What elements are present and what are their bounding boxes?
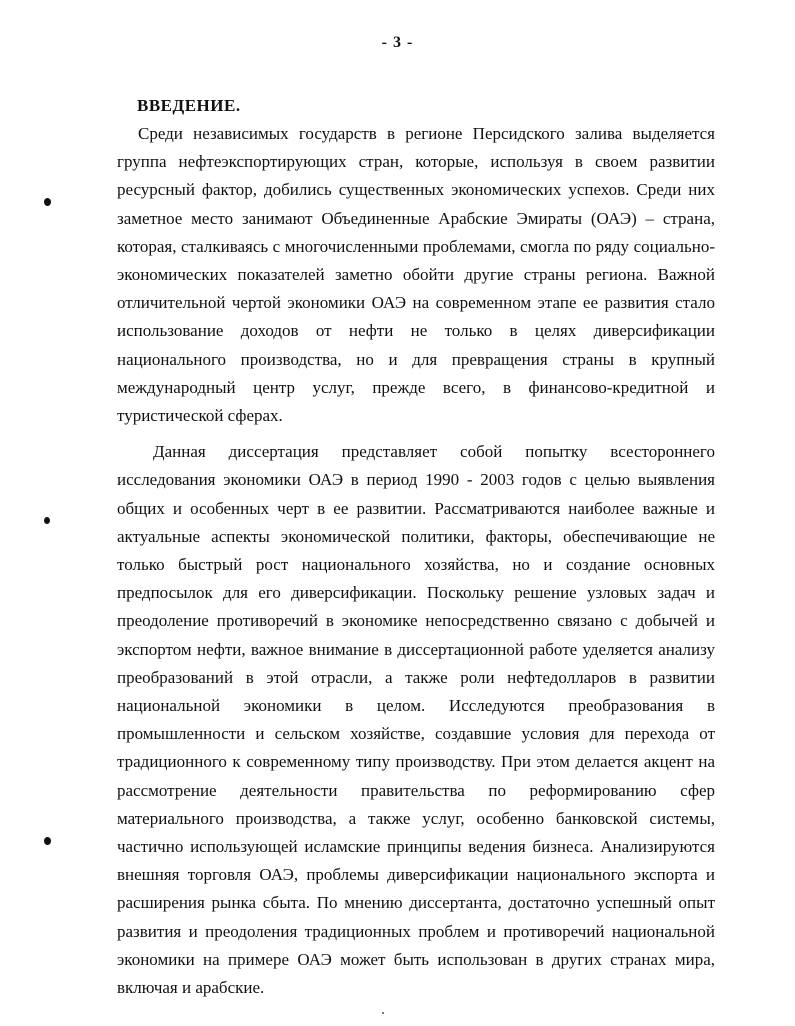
punch-hole-mark (44, 517, 50, 524)
paragraph-1: Среди независимых государств в регионе Персидского залива выделяется группа нефтеэкспортирующих стран, которые, используя в своем развитии ресурсный фактор, добились существенных экономических успехов. Среди них заметное место занимают Объединенные Арабские Эмираты (ОАЭ) – страна, которая, сталкиваясь с многочисленными проблемами, смогла по ряду социально-экономических показателей заметно обойти другие страны региона. Важной отличительной чертой экономики ОАЭ на современном этапе ее развития стало использование доходов от нефти не только в целях диверсификации национального производства, но и для превращения страны в крупный международный центр услуг, прежде всего, в финансово-кредитной и туристической сферах. (117, 124, 715, 426)
body-text (117, 120, 715, 1002)
section-heading: ВВЕДЕНИЕ. (137, 96, 241, 115)
punch-hole-mark (44, 837, 51, 845)
scan-speck (382, 1012, 384, 1014)
page-number: - 3 - (381, 34, 414, 51)
paragraph-2: Данная диссертация представляет собой попытку всестороннего исследования экономики ОАЭ в период 1990 - 2003 годов с целью выявления общих и особенных черт в ее развитии. Рассматриваются наиболее важные и актуальные аспекты экономической политики, факторы, обеспечивающие не только быстрый рост национального хозяйства, но и создание основных предпосылок для его диверсификации. Поскольку решение узловых задач и преодоление противоречий в экономике непосредственно связано с добычей и экспортом нефти, важное внимание в диссертационной работе уделяется анализу преобразований в этой отрасли, а также роли нефтедолларов в развитии национальной экономики в целом. Исследуются преобразования в промышленности и сельском хозяйстве, создавшие условия для перехода от традиционного к современному типу производству. При этом делается акцент на рассмотрение деятельности правительства по реформированию сфер материального производства, а также услуг, особенно банковской системы, частично использующей исламские принципы ведения бизнеса. Анализируются внешняя торговля ОАЭ, проблемы диверсификации национального экспорта и расширения рынка сбыта. По мнению диссертанта, достаточно успешный опыт развития и преодоления традиционных проблем и противоречий национальной экономики на примере ОАЭ может быть использован в других странах мира, включая и арабские. (117, 442, 715, 998)
punch-hole-mark (44, 198, 51, 206)
